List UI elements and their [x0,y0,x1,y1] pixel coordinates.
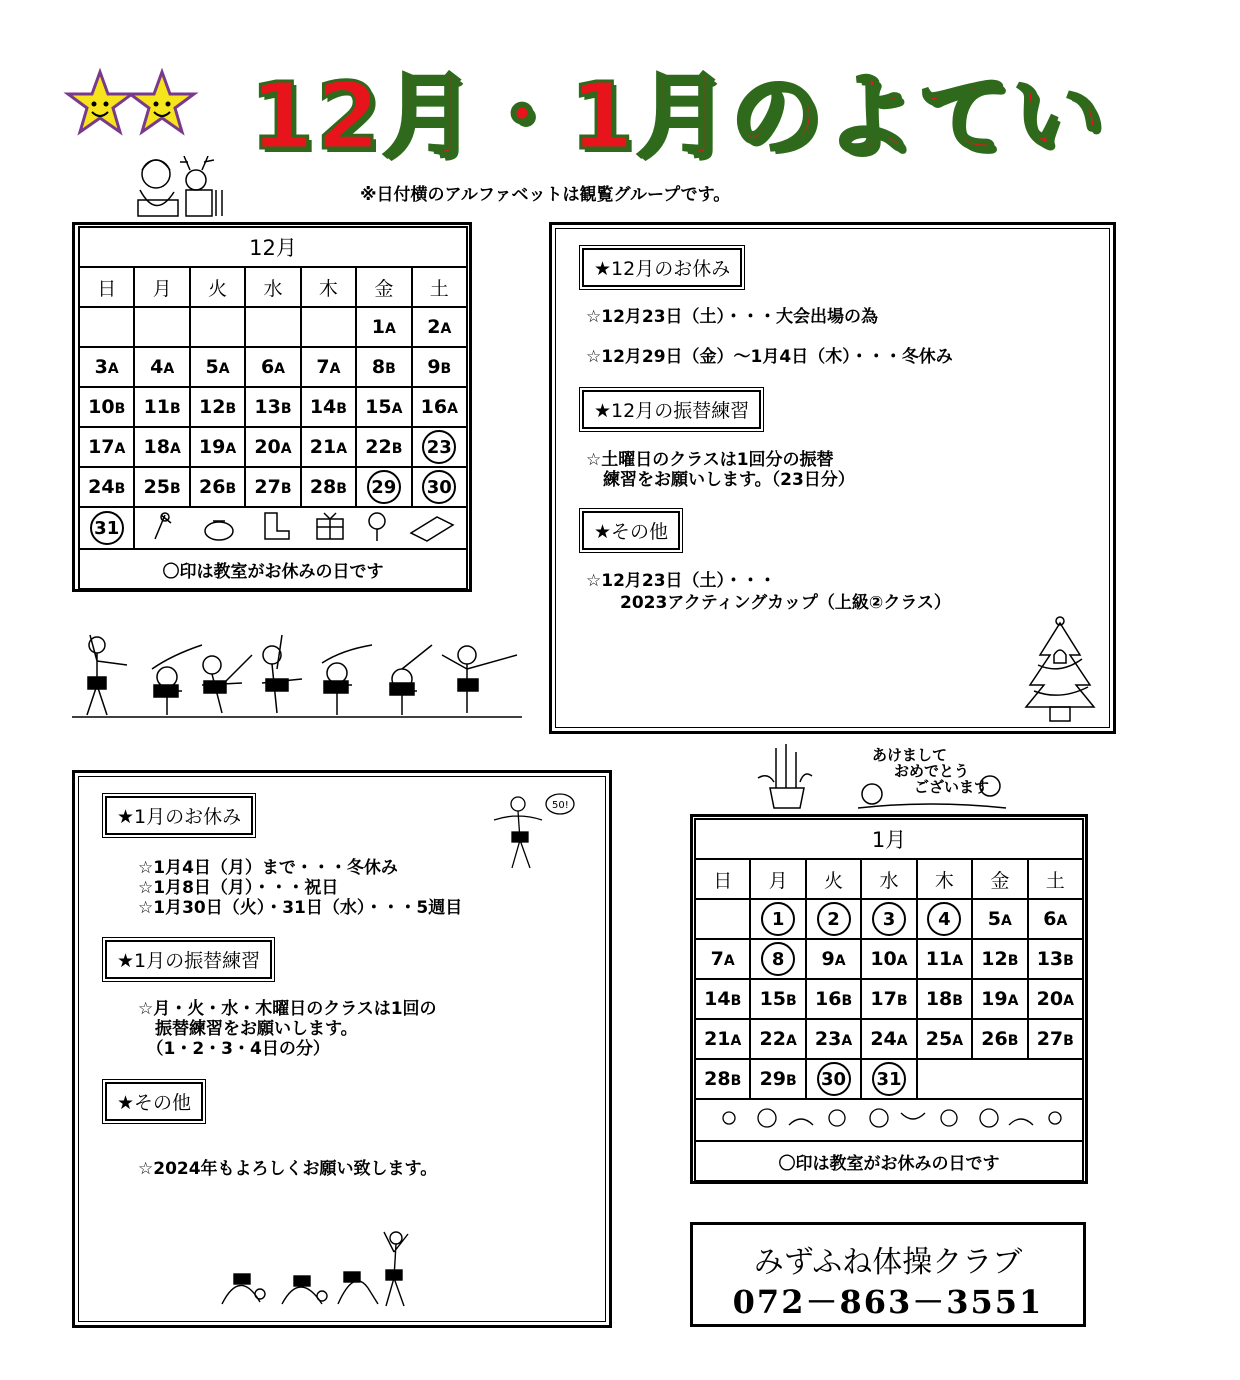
dec-makeup-line: 練習をお願いします。（23日分） [586,470,855,490]
day-cell: 27B [1028,1019,1083,1059]
day-cell [245,307,300,347]
day-cell: 5A [972,899,1027,939]
group-letter: B [114,481,126,497]
group-letter: A [834,953,846,969]
day-cell: 10B [79,387,134,427]
club-name: みずふね体操クラブ [753,1245,1023,1280]
weekday-fri: 金 [972,859,1027,899]
bag-icon [205,521,233,540]
group-letter: A [1007,993,1019,1009]
weekday-wed: 水 [245,267,300,307]
group-letter: B [170,401,181,417]
group-letter: A [280,441,292,457]
weekday-fri: 金 [356,267,411,307]
month-label: 12月 [79,227,467,267]
day-cell [750,939,805,979]
group-letter: B [786,993,797,1009]
weekday-sat: 土 [412,267,467,307]
greeting-line: あけまして [872,746,948,764]
group-letter: B [1063,1033,1074,1049]
group-letter: B [730,993,742,1009]
dec-other-line: 2023アクティングカップ（上級②クラス） [586,593,951,613]
group-letter: A [896,1033,908,1049]
day-cell: 24B [79,467,134,507]
day-cell: 15A [356,387,411,427]
weekday-thu: 木 [301,267,356,307]
day-cell: 6A [1028,899,1083,939]
group-letter: B [336,481,347,497]
group-letter: B [225,401,237,417]
day-cell: 21A [301,427,356,467]
weekday-thu: 木 [917,859,972,899]
group-letter: B [1007,953,1019,969]
day-cell: 11A [917,939,972,979]
weekday-mon: 月 [750,859,805,899]
new-year-greeting-illustration [850,742,1010,812]
group-letter: A [1056,913,1068,929]
weekday-tue: 火 [806,859,861,899]
group-letter: B [440,361,452,377]
group-letter: B [385,361,396,377]
day-cell: 25A [917,1019,972,1059]
day-cell: 22A [750,1019,805,1059]
group-letter: A [218,361,230,377]
jan-other-line: ☆2024年もよろしくお願い致します。 [138,1159,438,1179]
day-cell [301,307,356,347]
day-cell: 28B [695,1059,750,1099]
group-letter: A [447,401,458,417]
group-letter: A [169,441,181,457]
box-icon [411,517,453,541]
holiday-day: 29 [367,470,401,504]
santa-reindeer-illustration [128,150,228,220]
weekday-wed: 水 [861,859,916,899]
group-letter: A [1063,993,1074,1009]
gymnasts-illustration [72,625,522,720]
day-cell: 19A [972,979,1027,1019]
week-row [79,307,467,347]
day-cell: 9A [806,939,861,979]
balloon-text: 50! [552,800,569,811]
day-cell: 4A [134,347,189,387]
legend-note: 〇印は教室がお休みの日です [695,1141,1083,1181]
day-cell: 28B [301,467,356,507]
week-row [695,979,1083,1019]
club-info-box [690,1222,1086,1327]
group-letter: B [280,401,292,417]
day-cell: 3A [79,347,134,387]
weekday-sun: 日 [695,859,750,899]
holiday-day: 30 [422,470,456,504]
week-row [79,387,467,427]
animal-decoration [695,1099,1083,1141]
group-letter: A [952,953,964,969]
day-cell: 20A [1028,979,1083,1019]
day-cell: 12B [972,939,1027,979]
day-cell: 19A [190,427,245,467]
group-letter: B [1063,953,1074,969]
group-letter: A [841,1033,853,1049]
group-letter: A [225,441,237,457]
group-letter: A [785,1033,797,1049]
group-letter: A [274,361,286,377]
group-letter: A [391,401,403,417]
day-cell: 22B [356,427,411,467]
day-cell [861,1059,916,1099]
day-cell: 16B [806,979,861,1019]
weekday-tue: 火 [190,267,245,307]
group-letter: A [723,953,735,969]
day-cell: 9B [412,347,467,387]
week-row [79,427,467,467]
january-days [695,899,1083,1099]
club-phone: 072－863－3551 [732,1283,1044,1321]
dec-holiday-line: ☆12月23日（土）・・・大会出場の為 [586,307,879,327]
day-cell: 16A [412,387,467,427]
stocking-icon [265,513,289,539]
day-cell: 14B [301,387,356,427]
day-cell [134,307,189,347]
december-days [79,307,467,507]
month-label: 1月 [695,819,1083,859]
day-cell: 26B [190,467,245,507]
day-cell: 27B [245,467,300,507]
dec-holiday-heading: ★12月のお休み [582,248,742,287]
dec-other-heading: ★その他 [582,511,680,550]
group-letter: A [163,361,175,377]
dec-holiday-line: ☆12月29日（金）～1月4日（木）・・・冬休み [586,347,953,367]
holiday-day: 23 [422,430,456,464]
group-letter: B [170,481,181,497]
jan-makeup-line: 振替練習をお願いします。 [138,1019,358,1039]
holiday-day: 1 [761,902,795,936]
day-cell: 6A [245,347,300,387]
day-cell [806,899,861,939]
day-cell: 17B [861,979,916,1019]
day-cell: 1A [356,307,411,347]
greeting-line: おめでとう [894,762,970,780]
day-cell [695,899,750,939]
greeting-line: ございます [914,778,990,796]
christmas-tree-illustration [1020,615,1100,725]
jan-makeup-line: ☆月・火・水・木曜日のクラスは1回の [138,999,437,1019]
day-cell: 20A [245,427,300,467]
group-letter: B [786,1073,797,1089]
day-cell: 7A [301,347,356,387]
group-letter: B [114,401,126,417]
group-letter: A [107,361,119,377]
day-cell [356,467,411,507]
day-cell: 24A [861,1019,916,1059]
week-row [79,347,467,387]
holiday-day: 30 [817,1062,851,1096]
jan-holiday-heading: ★1月のお休み [105,796,253,835]
bridge-gymnasts-illustration [218,1228,418,1308]
group-letter: A [1001,913,1012,929]
group-letter: B [841,993,853,1009]
day-cell [806,1059,861,1099]
january-calendar [694,818,1084,1182]
stars-illustration [62,68,202,138]
day-cell: 18A [134,427,189,467]
gift-icon [317,513,343,539]
holiday-day: 2 [817,902,851,936]
week-row [695,899,1083,939]
day-cell [917,899,972,939]
gymnast-girl-illustration [488,790,588,870]
week-row [695,939,1083,979]
week-row [695,1059,1083,1099]
day-cell [79,507,134,549]
dec-makeup-heading: ★12月の振替練習 [582,390,761,429]
group-letter: A [336,441,348,457]
day-cell: 8B [356,347,411,387]
week-row [695,1019,1083,1059]
holiday-day: 3 [872,902,906,936]
dec-makeup-line: ☆土曜日のクラスは1回分の振替 [586,450,834,470]
day-cell: 2A [412,307,467,347]
day-cell [412,427,467,467]
day-cell [190,307,245,347]
holiday-day: 31 [90,511,124,545]
group-letter: B [952,993,963,1009]
group-letter: B [280,481,292,497]
lollipop-icon [369,513,385,541]
kadomatsu-illustration [750,742,820,812]
holiday-day: 8 [761,942,795,976]
day-cell: 18B [917,979,972,1019]
holiday-day: 4 [927,902,961,936]
holiday-day: 31 [872,1062,906,1096]
weekday-header [695,859,1083,899]
dec-other-line: ☆12月23日（土）・・・ [586,571,777,591]
weekday-sun: 日 [79,267,134,307]
jan-makeup-line: （1・2・3・4日の分） [138,1039,330,1059]
group-letter: B [225,481,237,497]
day-cell [861,899,916,939]
jan-other-heading: ★その他 [105,1082,203,1121]
star-icon [130,72,194,132]
december-calendar [78,226,468,590]
group-letter: B [1007,1033,1019,1049]
group-letter: A [896,953,908,969]
day-cell [412,467,467,507]
weekday-sat: 土 [1028,859,1083,899]
group-letter: A [385,321,396,337]
day-cell: 14B [695,979,750,1019]
candy-icon [155,513,171,539]
day-cell: 17A [79,427,134,467]
weekday-mon: 月 [134,267,189,307]
day-cell: 11B [134,387,189,427]
jan-holiday-line: ☆1月8日（月）・・・祝日 [138,878,339,898]
day-cell: 7A [695,939,750,979]
day-cell: 23A [806,1019,861,1059]
group-letter: A [730,1033,742,1049]
page-title: 12月・1月のよてい [250,63,1107,170]
group-letter: B [896,993,908,1009]
subtitle: ※日付横のアルファベットは観覧グループです。 [360,185,731,205]
week-row [79,467,467,507]
group-letter: A [329,361,341,377]
jan-holiday-line: ☆1月30日（火）・31日（水）・・・5週目 [138,898,463,918]
day-cell: 10A [861,939,916,979]
day-cell: 5A [190,347,245,387]
legend-note: 〇印は教室がお休みの日です [79,549,467,589]
day-cell: 15B [750,979,805,1019]
jan-makeup-heading: ★1月の振替練習 [105,940,272,979]
weekday-header [79,267,467,307]
day-cell: 25B [134,467,189,507]
group-letter: A [952,1033,964,1049]
group-letter: B [336,401,347,417]
group-letter: B [730,1073,742,1089]
star-icon [68,72,132,132]
day-cell [79,307,134,347]
jan-holiday-line: ☆1月4日（月）まで・・・冬休み [138,858,398,878]
group-letter: A [440,321,452,337]
day-cell: 29B [750,1059,805,1099]
group-letter: B [391,441,403,457]
group-letter: A [114,441,126,457]
day-cell: 13B [245,387,300,427]
day-cell: 12B [190,387,245,427]
day-cell: 21A [695,1019,750,1059]
day-cell: 26B [972,1019,1027,1059]
empty-cell [917,1059,1083,1099]
day-cell: 13B [1028,939,1083,979]
christmas-decoration [134,507,467,549]
day-cell [750,899,805,939]
